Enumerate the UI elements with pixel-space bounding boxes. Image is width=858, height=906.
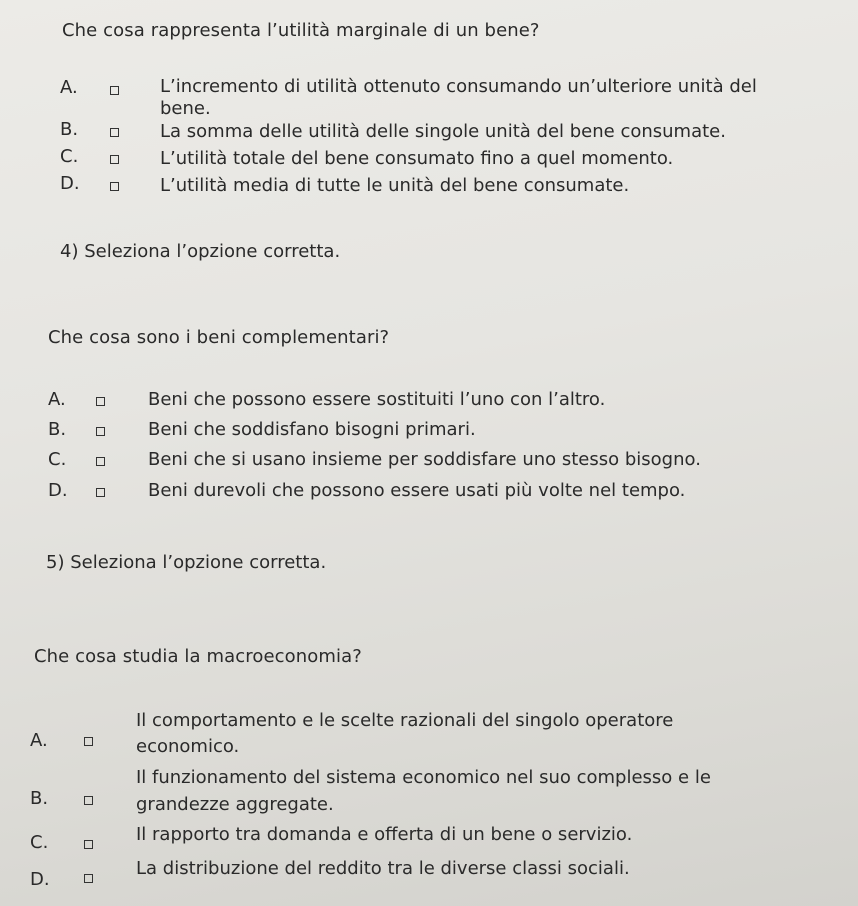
option-letter: D. <box>30 869 50 890</box>
option-text: Beni che si usano insieme per soddisfare uno stesso bisogno. <box>148 449 701 470</box>
checkbox[interactable] <box>96 397 105 406</box>
checkbox[interactable] <box>96 457 105 466</box>
option-text: Il rapporto tra domanda e offerta di un bene o servizio. <box>136 824 633 845</box>
checkbox[interactable] <box>110 86 119 95</box>
option-letter: A. <box>60 77 78 98</box>
option-letter: A. <box>48 389 66 410</box>
instruction-label: 5) Seleziona l’opzione corretta. <box>46 552 327 573</box>
checkbox[interactable] <box>84 737 93 746</box>
option-letter: B. <box>30 788 49 809</box>
checkbox[interactable] <box>96 427 105 436</box>
question-title: Che cosa rappresenta l’utilità marginale di un bene? <box>62 20 540 41</box>
option-text: Beni che soddisfano bisogni primari. <box>148 419 476 440</box>
option-text: L’utilità totale del bene consumato fino a quel momento. <box>160 148 674 169</box>
checkbox[interactable] <box>84 874 93 883</box>
checkbox[interactable] <box>96 488 105 497</box>
option-letter: A. <box>30 730 48 751</box>
option-text: Beni che possono essere sostituiti l’uno con l’altro. <box>148 389 606 410</box>
option-letter: C. <box>60 146 79 167</box>
instruction-label: 4) Seleziona l’opzione corretta. <box>60 241 341 262</box>
checkbox[interactable] <box>110 155 119 164</box>
checkbox[interactable] <box>84 796 93 805</box>
checkbox[interactable] <box>110 128 119 137</box>
question-title: Che cosa sono i beni complementari? <box>48 327 390 348</box>
option-letter: C. <box>30 832 49 853</box>
question-title: Che cosa studia la macroeconomia? <box>34 646 362 667</box>
option-letter: C. <box>48 449 67 470</box>
checkbox[interactable] <box>110 182 119 191</box>
option-letter: D. <box>48 480 68 501</box>
option-text: L’utilità media di tutte le unità del bene consumate. <box>160 175 630 196</box>
option-letter: B. <box>48 419 67 440</box>
option-letter: D. <box>60 173 80 194</box>
option-text: Il comportamento e le scelte razionali del singolo operatore economico. <box>136 710 674 757</box>
option-text: La distribuzione del reddito tra le diverse classi sociali. <box>136 858 630 879</box>
checkbox[interactable] <box>84 840 93 849</box>
option-letter: B. <box>60 119 79 140</box>
option-text: Il funzionamento del sistema economico nel suo complesso e le grandezze aggregate. <box>136 767 711 815</box>
option-text: Beni durevoli che possono essere usati più volte nel tempo. <box>148 480 686 501</box>
option-text: L’incremento di utilità ottenuto consumando un’ulteriore unità del bene. <box>160 76 757 119</box>
option-text: La somma delle utilità delle singole unità del bene consumate. <box>160 121 726 142</box>
